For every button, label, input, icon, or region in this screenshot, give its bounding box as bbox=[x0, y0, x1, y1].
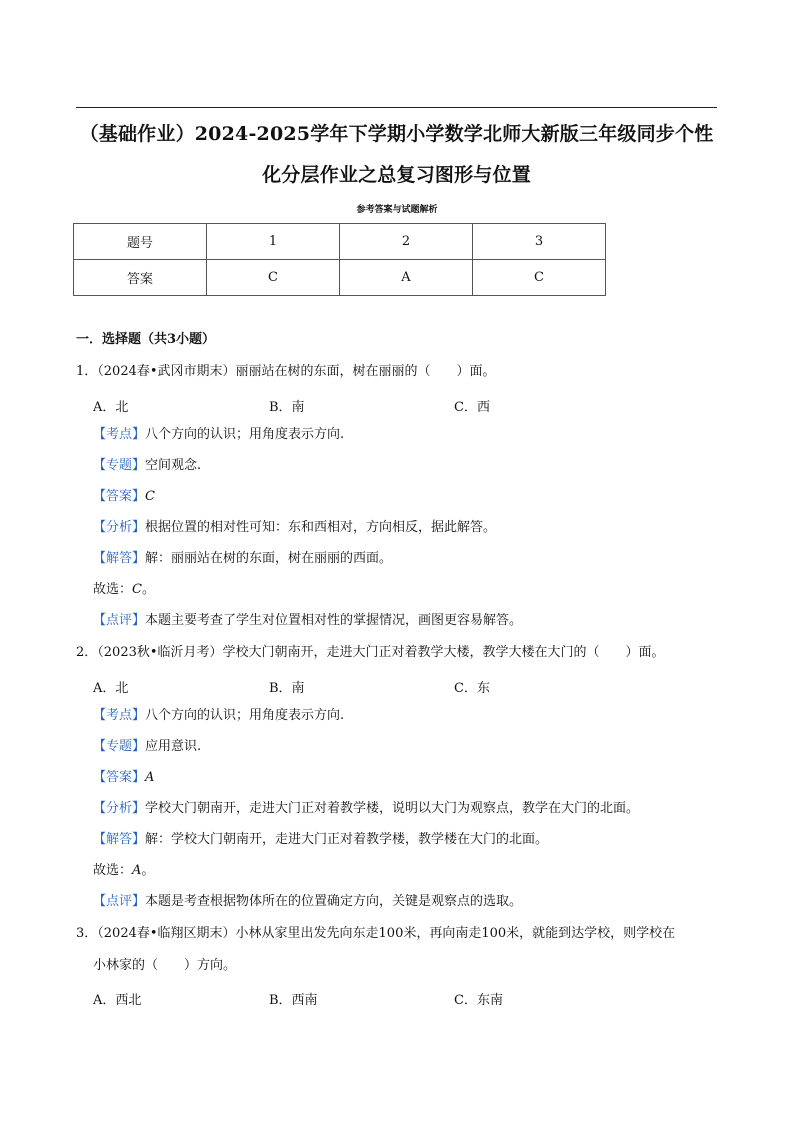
question-1-choice bbox=[93, 582, 155, 598]
guxuan-suffix: 。 bbox=[141, 582, 155, 597]
section-title: 一．选择题（共3小题） bbox=[76, 332, 216, 347]
kaodian-text: 八个方向的认识；用角度表示方向. bbox=[145, 427, 345, 442]
dianping-text: 本题是考查根据物体所在的位置确定方向，关键是观察点的选取。 bbox=[145, 894, 523, 909]
table-cell: C bbox=[473, 260, 606, 296]
jieda-text: 解：丽丽站在树的东面，树在丽丽的西面。 bbox=[145, 551, 393, 566]
fenxi-text: 根据位置的相对性可知：东和西相对，方向相反，据此解答。 bbox=[145, 520, 497, 535]
jieda-tag: 【解答】 bbox=[93, 551, 146, 566]
table-row bbox=[74, 224, 606, 260]
fenxi-tag: 【分析】 bbox=[93, 801, 146, 816]
zhuanti-text: 空间观念. bbox=[145, 458, 202, 473]
question-3-options bbox=[93, 989, 693, 1008]
daan-tag: 【答案】 bbox=[93, 489, 146, 504]
question-2-stem: 2．（2023秋•临沂月考）学校大门朝南开，走进大门正对着教学大楼，教学大楼在大门的（ ）面。 bbox=[76, 645, 665, 660]
question-1-answer bbox=[93, 489, 155, 505]
document-subtitle: 参考答案与试题解析 bbox=[356, 205, 438, 215]
option-c: C．西 bbox=[454, 400, 490, 415]
guxuan-prefix: 故选： bbox=[93, 863, 133, 878]
question-2-choice bbox=[93, 863, 154, 879]
question-3-stem-line1: 3．（2024春•临翔区期末）小林从家里出发先向东走100米，再向南走100米，就能到达学校，则学校在 bbox=[76, 926, 676, 941]
zhuanti-tag: 【专题】 bbox=[93, 458, 146, 473]
table-cell: 题号 bbox=[74, 224, 207, 260]
guxuan-letter: A bbox=[132, 863, 142, 878]
kaodian-tag: 【考点】 bbox=[93, 708, 146, 723]
question-2-zhuanti bbox=[93, 739, 201, 755]
question-2-answer bbox=[93, 770, 154, 786]
question-1-options bbox=[93, 396, 693, 415]
option-c: C．东 bbox=[454, 681, 490, 696]
option-a: A．北 bbox=[93, 681, 129, 696]
kaodian-tag: 【考点】 bbox=[93, 427, 146, 442]
document-title-line2: 化分层作业之总复习图形与位置 bbox=[262, 164, 531, 186]
jieda-text: 解：学校大门朝南开，走进大门正对着教学楼，教学楼在大门的北面。 bbox=[145, 832, 549, 847]
zhuanti-text: 应用意识. bbox=[145, 739, 202, 754]
jieda-tag: 【解答】 bbox=[93, 832, 146, 847]
dianping-text: 本题主要考查了学生对位置相对性的掌握情况，画图更容易解答。 bbox=[145, 613, 523, 628]
question-2-solution bbox=[93, 832, 548, 848]
option-a: A．北 bbox=[93, 400, 129, 415]
option-c: C．东南 bbox=[454, 993, 503, 1008]
table-cell: A bbox=[340, 260, 473, 296]
question-1-stem: 1．（2024春•武冈市期末）丽丽站在树的东面，树在丽丽的（ ）面。 bbox=[76, 364, 496, 379]
question-1-comment bbox=[93, 613, 522, 629]
daan-text: C bbox=[145, 489, 155, 504]
question-2-comment bbox=[93, 894, 522, 910]
dianping-tag: 【点评】 bbox=[93, 613, 146, 628]
question-1-analysis bbox=[93, 520, 496, 536]
table-cell: 1 bbox=[207, 224, 340, 260]
option-b: B．南 bbox=[269, 681, 305, 696]
document-title-line1: （基础作业）2024-2025学年下学期小学数学北师大新版三年级同步个性 bbox=[79, 123, 714, 145]
question-1-zhuanti bbox=[93, 458, 201, 474]
question-2-kaodian bbox=[93, 708, 344, 724]
kaodian-text: 八个方向的认识；用角度表示方向. bbox=[145, 708, 345, 723]
table-cell: 3 bbox=[473, 224, 606, 260]
question-2-options bbox=[93, 677, 693, 696]
option-b: B．西南 bbox=[269, 993, 318, 1008]
guxuan-suffix: 。 bbox=[141, 863, 155, 878]
daan-tag: 【答案】 bbox=[93, 770, 146, 785]
dianping-tag: 【点评】 bbox=[93, 894, 146, 909]
table-cell: C bbox=[207, 260, 340, 296]
fenxi-tag: 【分析】 bbox=[93, 520, 146, 535]
daan-text: A bbox=[145, 770, 155, 785]
fenxi-text: 学校大门朝南开，走进大门正对着教学楼，说明以大门为观察点，教学在大门的北面。 bbox=[145, 801, 640, 816]
answer-table bbox=[73, 223, 606, 296]
table-cell: 2 bbox=[340, 224, 473, 260]
option-a: A．西北 bbox=[93, 993, 142, 1008]
question-2-analysis bbox=[93, 801, 639, 817]
question-1-kaodian bbox=[93, 427, 344, 443]
guxuan-prefix: 故选： bbox=[93, 582, 133, 597]
guxuan-letter: C bbox=[132, 582, 142, 597]
question-1-solution bbox=[93, 551, 392, 567]
option-b: B．南 bbox=[269, 400, 305, 415]
table-row bbox=[74, 260, 606, 296]
table-cell: 答案 bbox=[74, 260, 207, 296]
zhuanti-tag: 【专题】 bbox=[93, 739, 146, 754]
header-rule bbox=[76, 107, 717, 108]
question-3-stem-line2: 小林家的（ ）方向。 bbox=[93, 958, 237, 973]
